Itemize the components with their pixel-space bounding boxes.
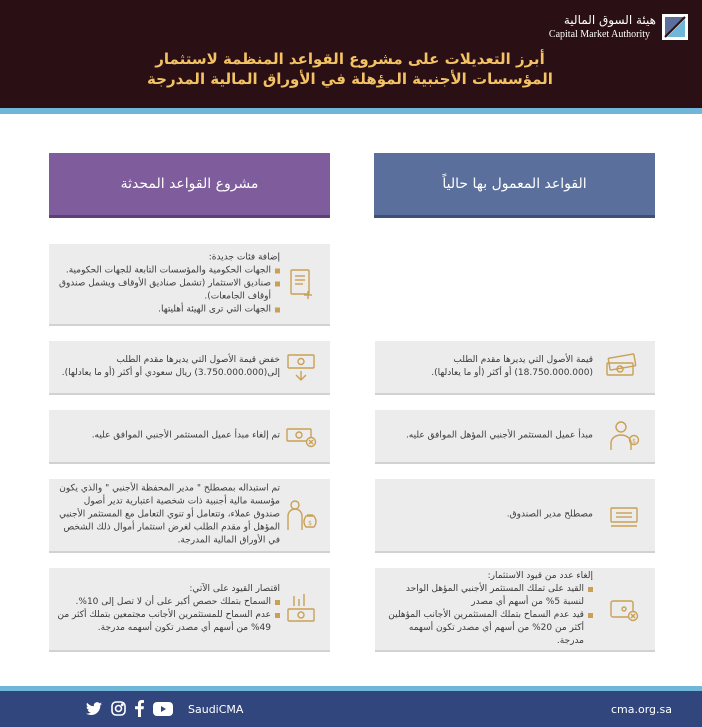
current-card-fund-manager: [375, 479, 655, 553]
money-stack-icon: [601, 350, 641, 384]
person-money-icon: [607, 419, 641, 453]
footer: [0, 691, 702, 727]
cma-logo-icon: [662, 14, 688, 40]
list-item: الجهات الحكومية والمؤسسات التابعة للجهات الحكومية.: [57, 265, 280, 278]
facebook-icon[interactable]: [135, 700, 144, 721]
card-text: خفض قيمة الأصول التي يديرها مقدم الطلب إلى(3.750.000.000) ريال سعودي أو أكثر (أو ما يعادلها).: [61, 355, 280, 378]
money-chart-icon: [284, 592, 318, 626]
proposed-card-asset-value: [49, 341, 330, 395]
card-text: تم إلغاء مبدأ عميل المستثمر الأجنبي الموافق عليه.: [91, 430, 280, 441]
card-text: مصطلح مدير الصندوق.: [506, 509, 593, 520]
proposed-card-new-categories: [49, 244, 330, 326]
card-text: قيمة الأصول التي يديرها مقدم الطلب (18.750.000.000) أو أكثر (أو ما يعادلها).: [431, 355, 593, 378]
list-item: قيد عدم السماح بتملك المستثمرين الأجانب المؤهلين أكثر من 20% من أسهم أي مصدر تكون أسهمه مدرجة.: [385, 609, 593, 648]
social-links: [86, 700, 182, 720]
page-title-line2: المؤسسات الأجنبية المؤهلة في الأوراق المالية المدرجة: [147, 70, 553, 88]
instagram-icon[interactable]: [111, 701, 126, 720]
org-name-arabic: هيئة السوق المالية: [563, 13, 656, 27]
document-add-icon: [284, 267, 318, 301]
svg-text:$: $: [632, 438, 636, 445]
card-intro: إلغاء عدد من قيود الاستثمار:: [487, 571, 593, 581]
youtube-icon[interactable]: [153, 701, 173, 720]
current-card-client-principle: [375, 410, 655, 464]
list-item: القيد على تملك المستثمر الأجنبي المؤهل الواحد لنسبة 5% من أسهم أي مصدر: [385, 583, 593, 609]
card-intro: اقتصار القيود على الآتي:: [189, 584, 280, 594]
money-down-icon: [284, 350, 318, 384]
twitter-icon[interactable]: [86, 701, 102, 720]
org-name-english: Capital Market Authority: [548, 29, 650, 40]
person-moneybag-icon: [284, 498, 318, 532]
list-item: الجهات التي ترى الهيئة أهليتها.: [57, 304, 280, 317]
money-cancel-icon: [284, 419, 318, 453]
proposed-card-client-principle: [49, 410, 330, 464]
current-card-asset-value: [375, 341, 655, 395]
card-text: مبدأ عميل المستثمر الأجنبي المؤهل الموافق عليه.: [405, 430, 593, 441]
card-text: تم استبداله بمصطلح " مدير المحفظة الأجنبي " والذي يكون مؤسسة مالية أجنبية ذات شخصية اعتبارية تدير أصول صندوق عملاء، وتتعامل أو تنوي التعامل مع المستثمر الأجنبي المؤهل أو مقدم الطلب لغرض استثمار أموال ذلك الشخص في الأوراق المالية المدرجة.: [59, 483, 280, 546]
current-rules-header: القواعد المعمول بها حالياً: [374, 153, 655, 218]
social-handle[interactable]: SaudiCMA: [188, 703, 244, 716]
proposed-card-portfolio-manager: [49, 479, 330, 553]
proposed-card-restrictions: [49, 568, 330, 652]
list-item: عدم السماح للمستثمرين الأجانب مجتمعين بتملك أكثر من 49% من أسهم أي مصدر تكون أسهمه مدرجة.: [57, 609, 280, 635]
list-item: السماح بتملك حصص أكبر على أن لا تصل إلى 10%.: [57, 596, 280, 609]
card-intro: إضافة فئات جديدة:: [208, 252, 280, 263]
page-title-line1: أبرز التعديلات على مشروع القواعد المنظمة لاستثمار: [155, 50, 545, 68]
list-item: صناديق الاستثمار (تشمل صناديق الأوقاف ويشمل صندوق أوقاف الجامعات).: [57, 278, 280, 304]
header-divider: [0, 108, 702, 114]
svg-text:$: $: [308, 520, 312, 527]
current-card-restrictions: [375, 568, 655, 652]
wallet-cancel-icon: [607, 592, 641, 626]
header: [0, 0, 702, 108]
proposed-rules-header: مشروع القواعد المحدثة: [49, 153, 330, 218]
website-link[interactable]: cma.org.sa: [610, 703, 672, 716]
money-bill-icon: [607, 498, 641, 532]
